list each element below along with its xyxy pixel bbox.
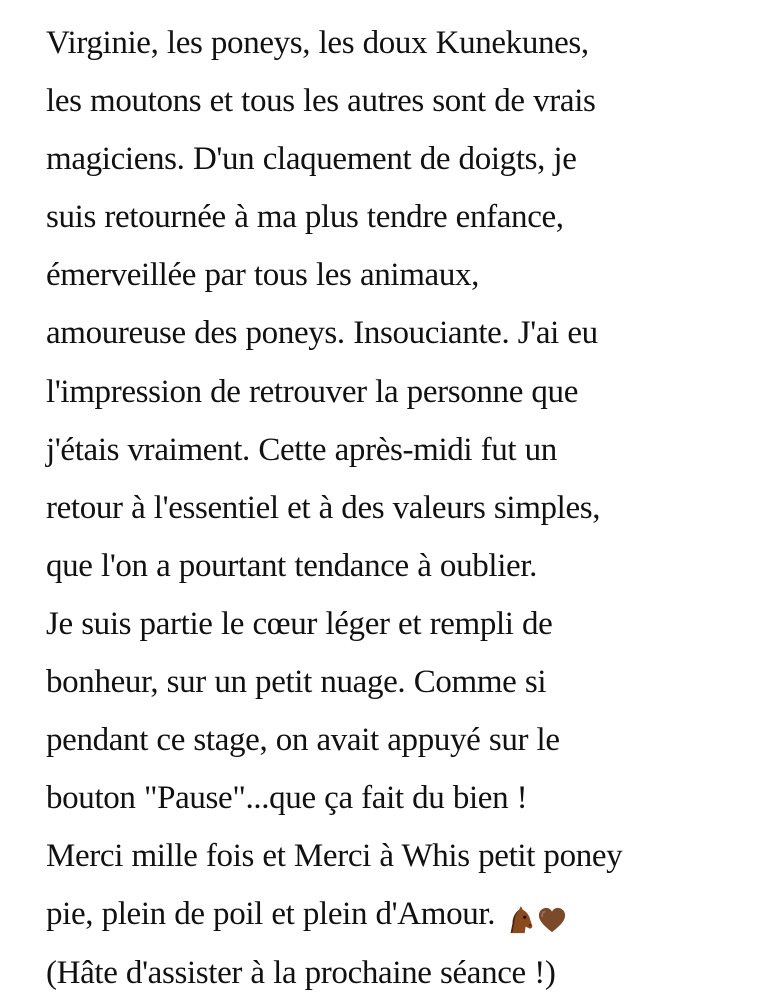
text-line: retour à l'essentiel et à des valeurs simples, xyxy=(46,489,601,526)
text-line: (Hâte d'assister à la prochaine séance !) xyxy=(46,954,556,991)
horse-face-icon xyxy=(505,905,535,935)
text-line: pie, plein de poil et plein d'Amour. xyxy=(46,896,496,933)
text-line: suis retournée à ma plus tendre enfance, xyxy=(46,199,564,236)
text-line: Merci mille fois et Merci à Whis petit poney xyxy=(46,838,623,875)
text-line: Virginie, les poneys, les doux Kunekunes, xyxy=(46,25,589,61)
text-line: j'étais vraiment. Cette après-midi fut un xyxy=(46,431,557,468)
text-line: amoureuse des poneys. Insouciante. J'ai eu xyxy=(46,315,598,352)
text-line: magiciens. D'un claquement de doigts, je xyxy=(46,141,577,178)
text-line: les moutons et tous les autres sont de vrais xyxy=(46,83,596,120)
text-line: pendant ce stage, on avait appuyé sur le xyxy=(46,722,560,759)
text-line-with-emojis xyxy=(46,885,758,943)
text-line: que l'on a pourtant tendance à oublier. xyxy=(46,547,538,584)
text-line: bouton "Pause"...que ça fait du bien ! xyxy=(46,780,528,817)
testimonial-text xyxy=(46,14,758,1002)
brown-heart-icon xyxy=(537,906,567,934)
text-line: l'impression de retrouver la personne que xyxy=(46,373,579,410)
emoji-group xyxy=(505,888,567,946)
text-line: Je suis partie le cœur léger et rempli de xyxy=(46,605,553,642)
text-line: émerveillée par tous les animaux, xyxy=(46,257,480,294)
text-line: bonheur, sur un petit nuage. Comme si xyxy=(46,664,547,701)
